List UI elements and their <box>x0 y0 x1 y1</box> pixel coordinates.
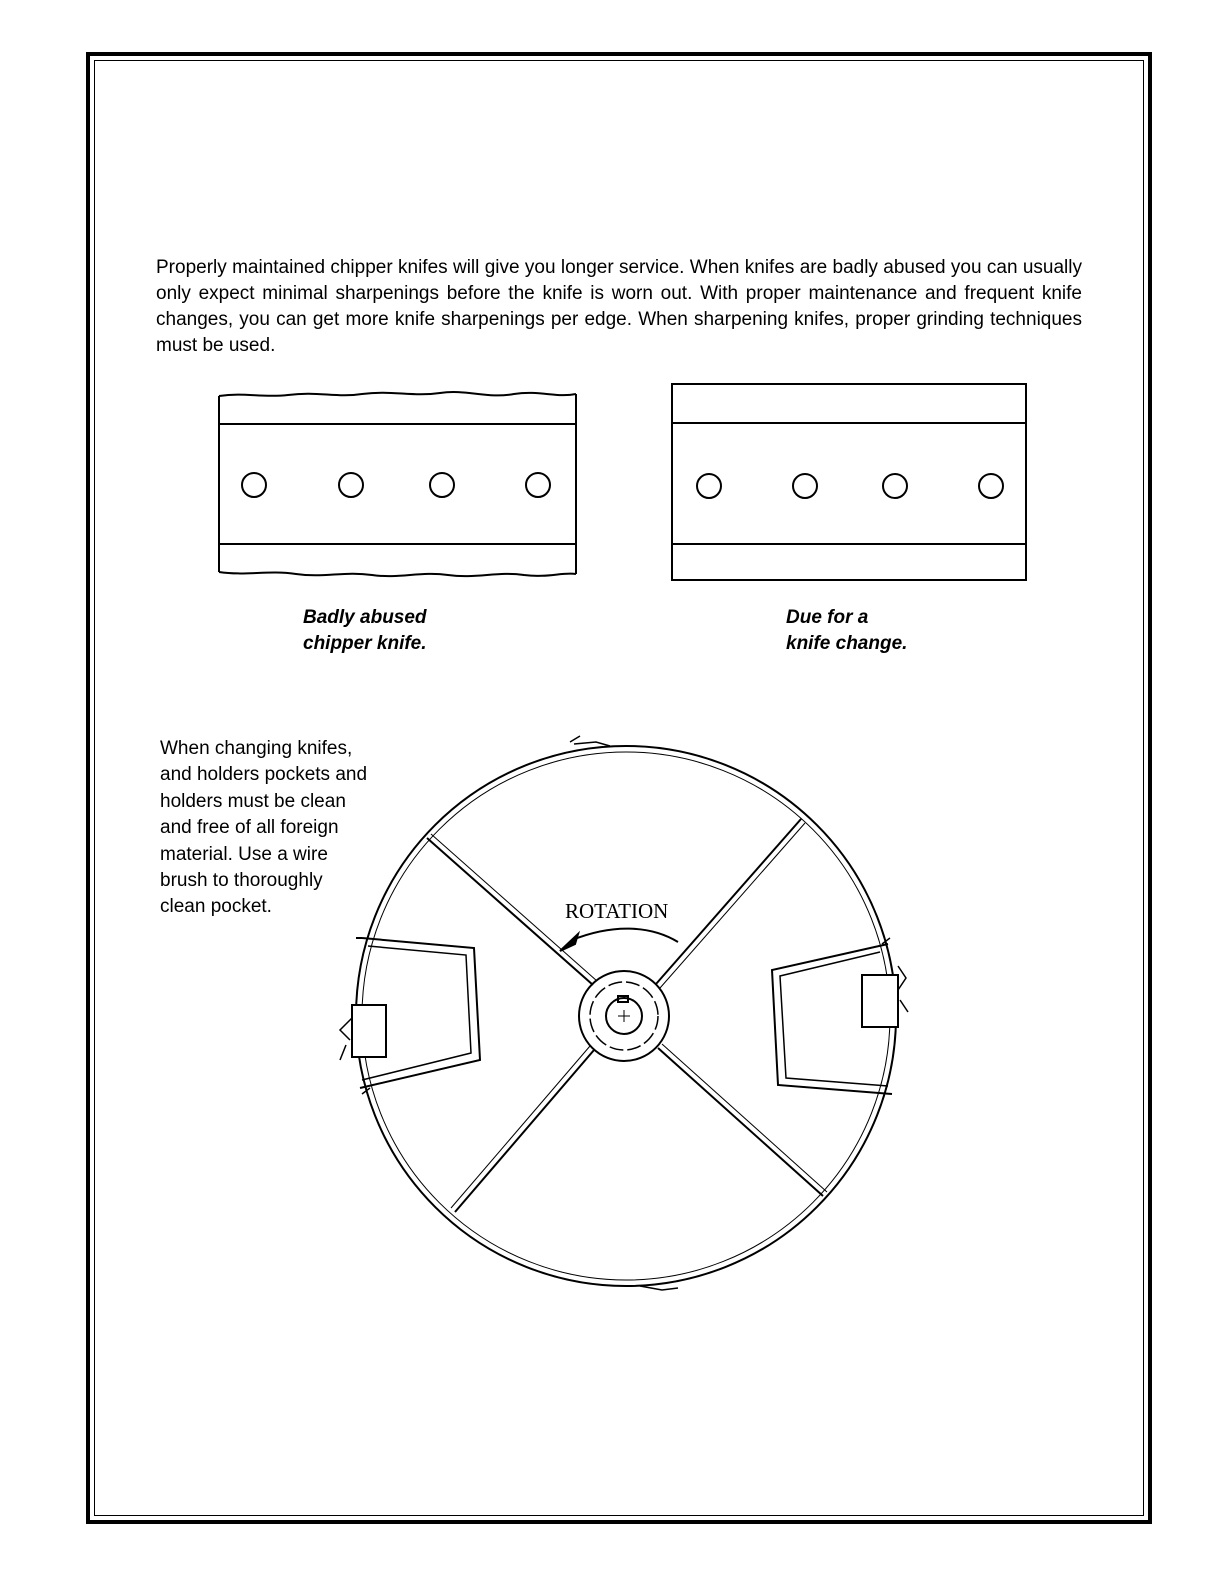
abused-knife-worn-bottom-edge <box>219 572 576 576</box>
due-knife-hole <box>793 474 817 498</box>
left-knife-holder <box>352 1005 386 1057</box>
abused-knife-hole <box>526 473 550 497</box>
right-knife-holder <box>862 975 898 1027</box>
due-knife-hole <box>979 474 1003 498</box>
abused-knife-caption <box>303 605 503 657</box>
due-caption-line: Due for a <box>786 607 869 628</box>
disc-spoke <box>455 1050 594 1212</box>
abused-knife-worn-top-edge <box>219 392 576 396</box>
due-caption-line: knife change. <box>786 633 908 654</box>
abused-caption-line: Badly abused <box>303 607 427 628</box>
note-line: brush to thoroughly <box>160 870 323 892</box>
disc-spoke <box>658 1048 823 1196</box>
rotation-arrowhead <box>560 934 578 951</box>
note-line: material. Use a wire <box>160 843 328 865</box>
chipper-disc-figure <box>340 736 908 1290</box>
due-knife-hole <box>697 474 721 498</box>
abused-knife-hole <box>339 473 363 497</box>
knife-change-note <box>160 736 420 921</box>
disc-spoke <box>656 819 801 984</box>
abused-knife-figure <box>219 392 576 576</box>
due-knife-hole <box>883 474 907 498</box>
note-line: clean pocket. <box>160 896 272 918</box>
note-line: and holders pockets and <box>160 764 368 786</box>
due-knife-figure <box>672 384 1026 580</box>
rotation-label: ROTATION <box>565 899 669 923</box>
abused-caption-line: chipper knife. <box>303 633 427 654</box>
due-knife-outline <box>672 384 1026 580</box>
note-line: When changing knifes, <box>160 738 353 759</box>
intro-paragraph: Properly maintained chipper knifes will give you longer service. When knifes are badly abused you can usually only expect minimal sharpenings before the knife is worn out. With proper maintenance and frequent knife changes, you can get more knife sharpenings per edge. When sharpening knifes, proper grinding techniques must be used. <box>156 257 1082 356</box>
due-knife-caption <box>786 605 986 657</box>
rotation-arrow <box>572 929 678 942</box>
note-line: holders must be clean <box>160 790 346 812</box>
note-line: and free of all foreign <box>160 817 339 839</box>
abused-knife-hole <box>430 473 454 497</box>
abused-knife-hole <box>242 473 266 497</box>
